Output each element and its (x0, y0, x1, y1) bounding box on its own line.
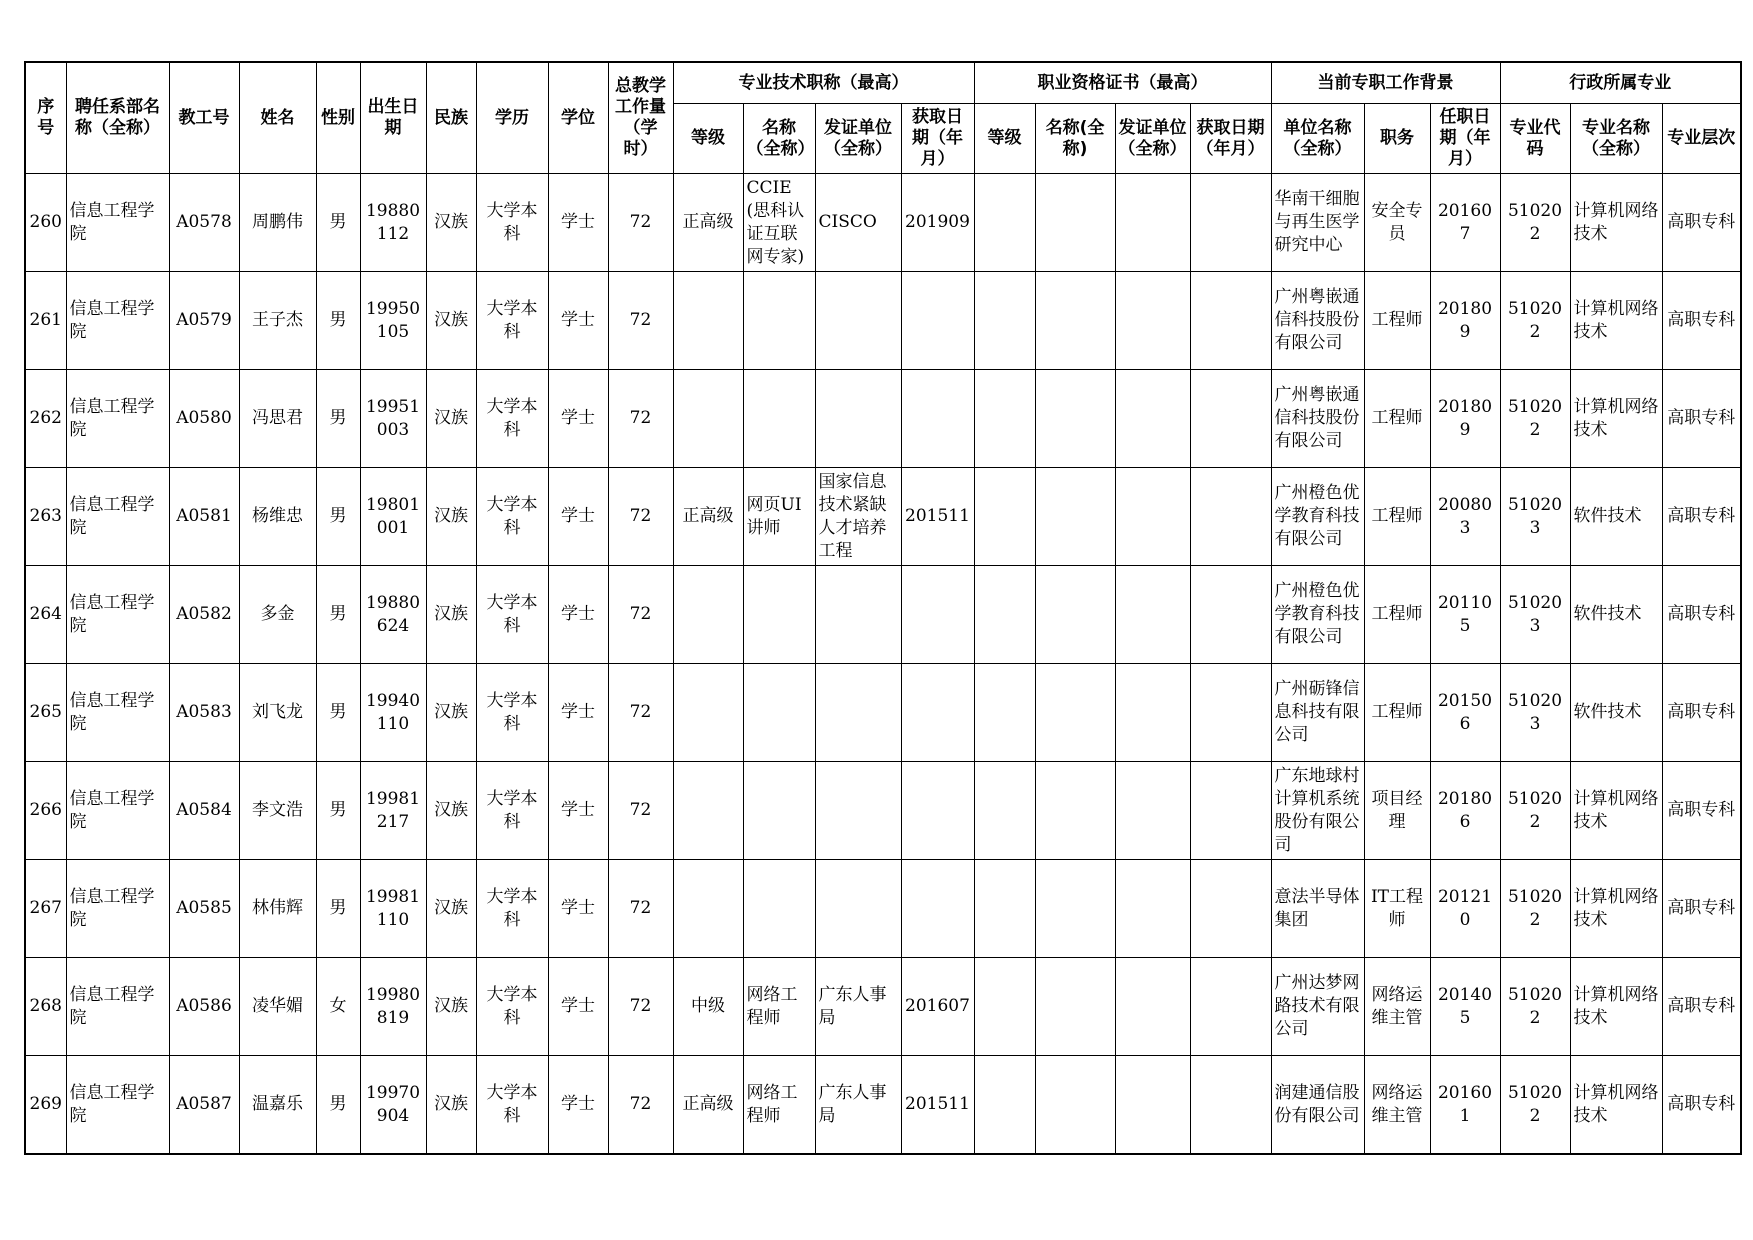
header-major-name: 专业名称（全称） (1570, 104, 1662, 174)
cell-hours: 72 (608, 370, 673, 468)
cell-t-date (901, 664, 974, 762)
cell-c-name (1035, 468, 1115, 566)
cell-c-issuer (1115, 272, 1190, 370)
cell-education: 大学本科 (476, 174, 548, 272)
table-row (25, 1056, 1741, 1155)
cell-ethnicity: 汉族 (426, 860, 476, 958)
cell-c-issuer (1115, 174, 1190, 272)
cell-j-date: 200803 (1430, 468, 1500, 566)
cell-m-code: 510202 (1500, 860, 1570, 958)
cell-c-issuer (1115, 370, 1190, 468)
cell-c-date (1190, 1056, 1271, 1155)
cell-j-date: 201806 (1430, 762, 1500, 860)
cell-name: 冯思君 (239, 370, 316, 468)
cell-t-issuer: 国家信息技术紧缺人才培养工程 (815, 468, 901, 566)
cell-c-name (1035, 664, 1115, 762)
header-title-level: 等级 (673, 104, 743, 174)
cell-seq: 267 (25, 860, 66, 958)
cell-education: 大学本科 (476, 370, 548, 468)
cell-t-level (673, 762, 743, 860)
cell-c-name (1035, 566, 1115, 664)
cell-birth: 19880112 (360, 174, 426, 272)
cell-hours: 72 (608, 1056, 673, 1155)
cell-t-name (743, 370, 815, 468)
cell-m-level: 高职专科 (1662, 174, 1741, 272)
cell-j-unit: 意法半导体集团 (1271, 860, 1364, 958)
table-row (25, 468, 1741, 566)
cell-name: 刘飞龙 (239, 664, 316, 762)
cell-dept: 信息工程学院 (66, 566, 169, 664)
cell-staff-id: A0582 (169, 566, 239, 664)
table-row (25, 860, 1741, 958)
cell-j-date: 201506 (1430, 664, 1500, 762)
cell-t-level (673, 370, 743, 468)
cell-c-name (1035, 370, 1115, 468)
cell-hours: 72 (608, 762, 673, 860)
cell-dept: 信息工程学院 (66, 272, 169, 370)
cell-birth: 19981110 (360, 860, 426, 958)
cell-c-name (1035, 174, 1115, 272)
cell-c-level (974, 566, 1035, 664)
cell-ethnicity: 汉族 (426, 468, 476, 566)
cell-t-name: CCIE(思科认证互联网专家) (743, 174, 815, 272)
cell-j-unit: 广东地球村计算机系统股份有限公司 (1271, 762, 1364, 860)
cell-staff-id: A0583 (169, 664, 239, 762)
staff-table (24, 61, 1742, 1155)
cell-c-issuer (1115, 566, 1190, 664)
cell-t-level (673, 272, 743, 370)
cell-education: 大学本科 (476, 1056, 548, 1155)
cell-ethnicity: 汉族 (426, 272, 476, 370)
cell-dept: 信息工程学院 (66, 1056, 169, 1155)
cell-staff-id: A0586 (169, 958, 239, 1056)
cell-j-date: 201105 (1430, 566, 1500, 664)
cell-birth: 19951003 (360, 370, 426, 468)
header-cert-name: 名称(全称) (1035, 104, 1115, 174)
table-body (25, 174, 1741, 1155)
cell-c-name (1035, 860, 1115, 958)
cell-m-code: 510202 (1500, 1056, 1570, 1155)
cell-degree: 学士 (548, 174, 608, 272)
cell-birth: 19981217 (360, 762, 426, 860)
header-cert-level: 等级 (974, 104, 1035, 174)
header-gender: 性别 (316, 62, 360, 174)
cell-c-date (1190, 272, 1271, 370)
cell-j-date: 201405 (1430, 958, 1500, 1056)
cell-t-level: 正高级 (673, 174, 743, 272)
cell-seq: 260 (25, 174, 66, 272)
cell-t-name: 网络工程师 (743, 958, 815, 1056)
header-job-date: 任职日期（年月） (1430, 104, 1500, 174)
cell-t-issuer: 广东人事局 (815, 958, 901, 1056)
cell-t-name: 网络工程师 (743, 1056, 815, 1155)
table-row (25, 174, 1741, 272)
cell-hours: 72 (608, 958, 673, 1056)
cell-t-date (901, 272, 974, 370)
header-cert-issuer: 发证单位（全称） (1115, 104, 1190, 174)
cell-degree: 学士 (548, 664, 608, 762)
cell-t-level (673, 860, 743, 958)
table-row (25, 664, 1741, 762)
cell-c-level (974, 468, 1035, 566)
cell-t-issuer (815, 860, 901, 958)
cell-t-level: 正高级 (673, 468, 743, 566)
cell-ethnicity: 汉族 (426, 664, 476, 762)
header-cert-date: 获取日期（年月） (1190, 104, 1271, 174)
cell-dept: 信息工程学院 (66, 762, 169, 860)
cell-c-issuer (1115, 958, 1190, 1056)
cell-name: 林伟辉 (239, 860, 316, 958)
cell-degree: 学士 (548, 860, 608, 958)
cell-dept: 信息工程学院 (66, 370, 169, 468)
cell-gender: 男 (316, 174, 360, 272)
cell-ethnicity: 汉族 (426, 370, 476, 468)
cell-t-issuer (815, 762, 901, 860)
cell-c-issuer (1115, 468, 1190, 566)
cell-t-issuer (815, 566, 901, 664)
cell-m-code: 510202 (1500, 762, 1570, 860)
cell-dept: 信息工程学院 (66, 468, 169, 566)
cell-c-date (1190, 468, 1271, 566)
cell-education: 大学本科 (476, 664, 548, 762)
cell-hours: 72 (608, 272, 673, 370)
cell-birth: 19980819 (360, 958, 426, 1056)
cell-t-date (901, 370, 974, 468)
cell-j-post: 网络运维主管 (1364, 1056, 1430, 1155)
cell-t-level: 正高级 (673, 1056, 743, 1155)
cell-name: 多金 (239, 566, 316, 664)
cell-c-name (1035, 762, 1115, 860)
cell-m-level: 高职专科 (1662, 1056, 1741, 1155)
cell-m-name: 计算机网络技术 (1570, 174, 1662, 272)
cell-name: 凌华媚 (239, 958, 316, 1056)
cell-c-level (974, 762, 1035, 860)
header-major-level: 专业层次 (1662, 104, 1741, 174)
cell-dept: 信息工程学院 (66, 174, 169, 272)
cell-j-post: 工程师 (1364, 370, 1430, 468)
cell-gender: 男 (316, 762, 360, 860)
cell-c-date (1190, 762, 1271, 860)
cell-seq: 261 (25, 272, 66, 370)
cell-j-date: 201809 (1430, 272, 1500, 370)
table-header (25, 62, 1741, 174)
cell-t-date (901, 860, 974, 958)
cell-c-issuer (1115, 664, 1190, 762)
cell-c-name (1035, 272, 1115, 370)
cell-c-date (1190, 174, 1271, 272)
cell-m-level: 高职专科 (1662, 370, 1741, 468)
cell-gender: 男 (316, 664, 360, 762)
cell-j-post: 工程师 (1364, 664, 1430, 762)
cell-j-unit: 广州达梦网路技术有限公司 (1271, 958, 1364, 1056)
cell-gender: 男 (316, 1056, 360, 1155)
cell-birth: 19880624 (360, 566, 426, 664)
cell-staff-id: A0580 (169, 370, 239, 468)
cell-j-unit: 广州粤嵌通信科技股份有限公司 (1271, 370, 1364, 468)
cell-education: 大学本科 (476, 958, 548, 1056)
cell-j-date: 201210 (1430, 860, 1500, 958)
cell-t-issuer: CISCO (815, 174, 901, 272)
header-seq: 序号 (25, 62, 66, 174)
cell-birth: 19801001 (360, 468, 426, 566)
cell-c-date (1190, 958, 1271, 1056)
cell-m-code: 510203 (1500, 664, 1570, 762)
cell-birth: 19970904 (360, 1056, 426, 1155)
cell-seq: 268 (25, 958, 66, 1056)
cell-t-date (901, 762, 974, 860)
cell-m-level: 高职专科 (1662, 566, 1741, 664)
cell-name: 王子杰 (239, 272, 316, 370)
cell-m-level: 高职专科 (1662, 664, 1741, 762)
cell-education: 大学本科 (476, 566, 548, 664)
cell-education: 大学本科 (476, 762, 548, 860)
cell-education: 大学本科 (476, 468, 548, 566)
cell-m-code: 510203 (1500, 566, 1570, 664)
cell-degree: 学士 (548, 272, 608, 370)
cell-t-issuer (815, 272, 901, 370)
cell-staff-id: A0584 (169, 762, 239, 860)
cell-t-date: 201511 (901, 468, 974, 566)
cell-staff-id: A0579 (169, 272, 239, 370)
cell-t-name (743, 272, 815, 370)
cell-c-level (974, 664, 1035, 762)
cell-t-issuer (815, 370, 901, 468)
cell-seq: 264 (25, 566, 66, 664)
cell-c-name (1035, 958, 1115, 1056)
table-row (25, 762, 1741, 860)
cell-c-level (974, 174, 1035, 272)
cell-gender: 女 (316, 958, 360, 1056)
cell-t-date (901, 566, 974, 664)
header-education: 学历 (476, 62, 548, 174)
cell-j-post: 工程师 (1364, 272, 1430, 370)
cell-j-unit: 广州粤嵌通信科技股份有限公司 (1271, 272, 1364, 370)
header-ethnicity: 民族 (426, 62, 476, 174)
cell-gender: 男 (316, 272, 360, 370)
header-job-post: 职务 (1364, 104, 1430, 174)
cell-gender: 男 (316, 370, 360, 468)
cell-staff-id: A0585 (169, 860, 239, 958)
cell-m-name: 计算机网络技术 (1570, 272, 1662, 370)
cell-m-code: 510202 (1500, 174, 1570, 272)
header-degree: 学位 (548, 62, 608, 174)
cell-t-level: 中级 (673, 958, 743, 1056)
cell-t-name (743, 566, 815, 664)
cell-gender: 男 (316, 468, 360, 566)
cell-dept: 信息工程学院 (66, 664, 169, 762)
header-group-major: 行政所属专业 (1500, 62, 1741, 104)
cell-m-level: 高职专科 (1662, 860, 1741, 958)
table-row (25, 370, 1741, 468)
cell-t-name (743, 860, 815, 958)
cell-j-post: 安全专员 (1364, 174, 1430, 272)
cell-j-unit: 广州砺锋信息科技有限公司 (1271, 664, 1364, 762)
cell-dept: 信息工程学院 (66, 958, 169, 1056)
table-row (25, 272, 1741, 370)
cell-seq: 269 (25, 1056, 66, 1155)
cell-j-post: 项目经理 (1364, 762, 1430, 860)
cell-name: 周鹏伟 (239, 174, 316, 272)
cell-seq: 266 (25, 762, 66, 860)
cell-t-name: 网页UI讲师 (743, 468, 815, 566)
cell-j-unit: 润建通信股份有限公司 (1271, 1056, 1364, 1155)
cell-hours: 72 (608, 664, 673, 762)
cell-m-level: 高职专科 (1662, 468, 1741, 566)
header-group-title: 专业技术职称（最高） (673, 62, 974, 104)
header-title-name: 名称（全称） (743, 104, 815, 174)
cell-birth: 19940110 (360, 664, 426, 762)
cell-t-issuer: 广东人事局 (815, 1056, 901, 1155)
cell-t-issuer (815, 664, 901, 762)
cell-ethnicity: 汉族 (426, 958, 476, 1056)
cell-ethnicity: 汉族 (426, 566, 476, 664)
cell-t-name (743, 762, 815, 860)
cell-m-name: 软件技术 (1570, 566, 1662, 664)
cell-j-unit: 华南干细胞与再生医学研究中心 (1271, 174, 1364, 272)
cell-t-level (673, 566, 743, 664)
cell-m-code: 510202 (1500, 958, 1570, 1056)
cell-degree: 学士 (548, 958, 608, 1056)
cell-c-date (1190, 566, 1271, 664)
cell-name: 杨维忠 (239, 468, 316, 566)
cell-m-name: 计算机网络技术 (1570, 370, 1662, 468)
cell-t-date: 201511 (901, 1056, 974, 1155)
cell-hours: 72 (608, 468, 673, 566)
cell-degree: 学士 (548, 762, 608, 860)
cell-seq: 262 (25, 370, 66, 468)
header-major-code: 专业代码 (1500, 104, 1570, 174)
cell-j-date: 201601 (1430, 1056, 1500, 1155)
cell-staff-id: A0578 (169, 174, 239, 272)
cell-staff-id: A0587 (169, 1056, 239, 1155)
cell-staff-id: A0581 (169, 468, 239, 566)
cell-birth: 19950105 (360, 272, 426, 370)
cell-m-level: 高职专科 (1662, 958, 1741, 1056)
cell-j-post: 网络运维主管 (1364, 958, 1430, 1056)
table-row (25, 958, 1741, 1056)
cell-name: 温嘉乐 (239, 1056, 316, 1155)
cell-t-level (673, 664, 743, 762)
cell-gender: 男 (316, 860, 360, 958)
cell-c-level (974, 958, 1035, 1056)
cell-seq: 265 (25, 664, 66, 762)
cell-c-issuer (1115, 1056, 1190, 1155)
cell-seq: 263 (25, 468, 66, 566)
cell-c-level (974, 272, 1035, 370)
cell-education: 大学本科 (476, 860, 548, 958)
cell-m-name: 计算机网络技术 (1570, 762, 1662, 860)
cell-j-date: 201809 (1430, 370, 1500, 468)
cell-m-code: 510202 (1500, 370, 1570, 468)
header-hours: 总教学工作量（学时） (608, 62, 673, 174)
cell-t-date: 201607 (901, 958, 974, 1056)
cell-j-unit: 广州橙色优学教育科技有限公司 (1271, 468, 1364, 566)
header-group-cert: 职业资格证书（最高） (974, 62, 1271, 104)
cell-c-issuer (1115, 860, 1190, 958)
header-job-unit: 单位名称（全称） (1271, 104, 1364, 174)
cell-ethnicity: 汉族 (426, 174, 476, 272)
cell-hours: 72 (608, 566, 673, 664)
cell-ethnicity: 汉族 (426, 1056, 476, 1155)
cell-dept: 信息工程学院 (66, 860, 169, 958)
cell-education: 大学本科 (476, 272, 548, 370)
table-row (25, 566, 1741, 664)
cell-c-name (1035, 1056, 1115, 1155)
cell-degree: 学士 (548, 1056, 608, 1155)
cell-j-unit: 广州橙色优学教育科技有限公司 (1271, 566, 1364, 664)
table-page (24, 61, 1742, 1155)
cell-ethnicity: 汉族 (426, 762, 476, 860)
header-title-date: 获取日期（年月） (901, 104, 974, 174)
cell-c-level (974, 1056, 1035, 1155)
cell-j-post: IT工程师 (1364, 860, 1430, 958)
cell-c-level (974, 860, 1035, 958)
cell-c-date (1190, 664, 1271, 762)
cell-c-level (974, 370, 1035, 468)
cell-hours: 72 (608, 174, 673, 272)
cell-c-date (1190, 860, 1271, 958)
cell-m-name: 软件技术 (1570, 664, 1662, 762)
cell-j-date: 201607 (1430, 174, 1500, 272)
cell-m-level: 高职专科 (1662, 762, 1741, 860)
cell-degree: 学士 (548, 468, 608, 566)
cell-j-post: 工程师 (1364, 566, 1430, 664)
cell-c-issuer (1115, 762, 1190, 860)
header-dept: 聘任系部名称（全称） (66, 62, 169, 174)
cell-name: 李文浩 (239, 762, 316, 860)
cell-c-date (1190, 370, 1271, 468)
cell-m-level: 高职专科 (1662, 272, 1741, 370)
header-birth: 出生日期 (360, 62, 426, 174)
cell-m-name: 计算机网络技术 (1570, 860, 1662, 958)
cell-m-name: 计算机网络技术 (1570, 958, 1662, 1056)
header-group-job: 当前专职工作背景 (1271, 62, 1500, 104)
cell-t-name (743, 664, 815, 762)
cell-j-post: 工程师 (1364, 468, 1430, 566)
header-staff-id: 教工号 (169, 62, 239, 174)
cell-hours: 72 (608, 860, 673, 958)
cell-t-date: 201909 (901, 174, 974, 272)
cell-m-code: 510203 (1500, 468, 1570, 566)
cell-m-code: 510202 (1500, 272, 1570, 370)
header-title-issuer: 发证单位（全称） (815, 104, 901, 174)
cell-degree: 学士 (548, 566, 608, 664)
header-name: 姓名 (239, 62, 316, 174)
cell-m-name: 计算机网络技术 (1570, 1056, 1662, 1155)
cell-degree: 学士 (548, 370, 608, 468)
cell-m-name: 软件技术 (1570, 468, 1662, 566)
cell-gender: 男 (316, 566, 360, 664)
